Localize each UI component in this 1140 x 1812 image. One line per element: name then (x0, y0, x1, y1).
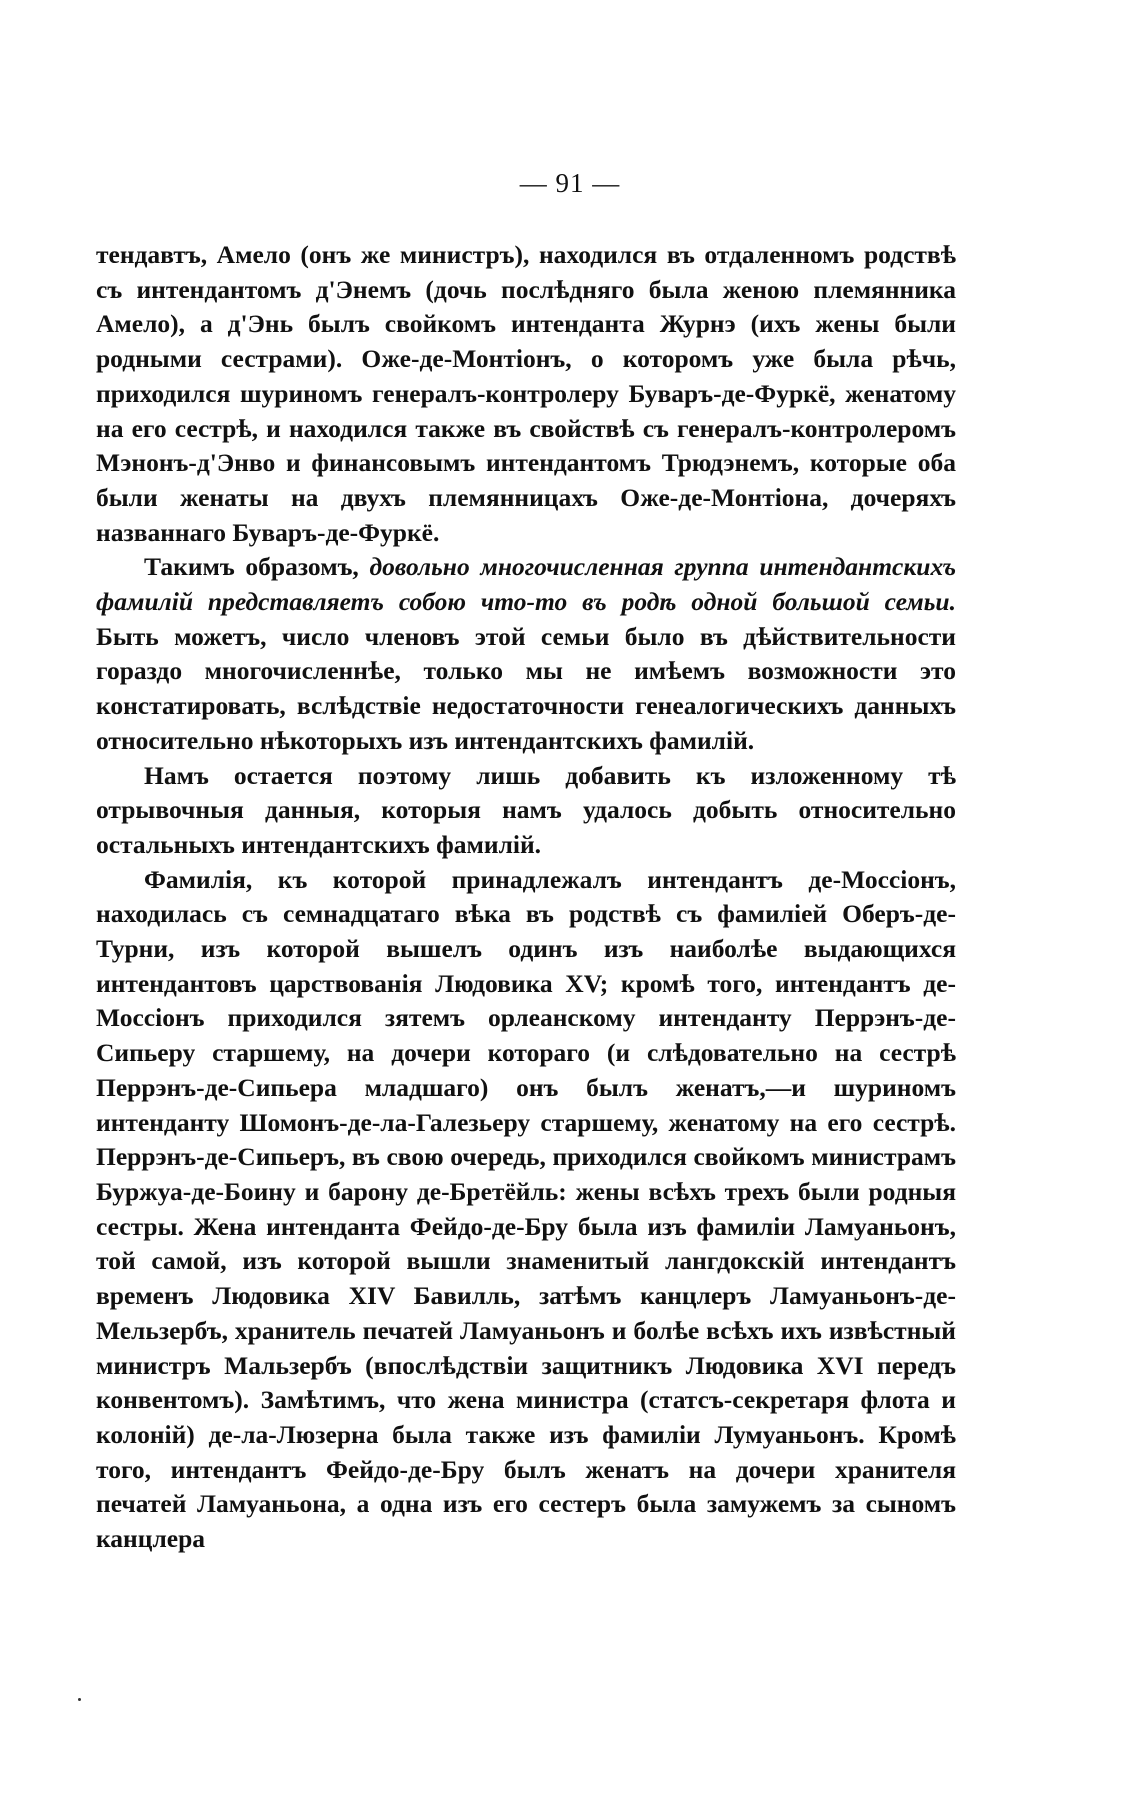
page-body (96, 238, 956, 1557)
paragraph-2-lead: Такимъ образомъ, (144, 552, 370, 582)
paragraph-3: Намъ остается поэтому лишь добавить къ изложенному тѣ отрывочныя данныя, которыя намъ удалось добыть относительно остальныхъ интендантскихъ фамилій. (96, 760, 956, 859)
page-number: — 91 — (519, 168, 621, 198)
paragraph-1: тендавтъ, Амело (онъ же министръ), находился въ отдаленномъ родствѣ съ интендантомъ д'Энемъ (дочь послѣдняго была женою племянника Амело), а д'Энь былъ свойкомъ интенданта Журнэ (ихъ жены были родными сестрами). Оже-де-Монтіонъ, о которомъ уже была рѣчь, приходился шуриномъ генералъ-контролеру Буваръ-де-Фуркё, женатому на его сестрѣ, и находился также въ свойствѣ съ генералъ-контролеромъ Мэнонъ-д'Энво и финансовымъ интендантомъ Трюдэнемъ, которые оба были женаты на двухъ племянницахъ Оже-де-Монтіона, дочеряхъ названнаго Буваръ-де-Фуркё. (96, 240, 956, 547)
paragraph-4: Фамилія, къ которой принадлежалъ интендантъ де-Моссіонъ, находилась съ семнадцатаго вѣка въ родствѣ съ фамиліей Оберъ-де-Турни, изъ которой вышелъ одинъ изъ наиболѣе выдающихся интендантовъ царствованія Людовика XV; кромѣ того, интендантъ де-Моссіонъ приходился зятемъ орлеанскому интенданту Перрэнъ-де-Сипьеру старшему, на дочери котораго (и слѣдовательно на сестрѣ Перрэнъ-де-Сипьера младшаго) онъ былъ женатъ,—и шуриномъ интенданту Шомонъ-де-ла-Галезьеру старшему, женатому на его сестрѣ. Перрэнъ-де-Сипьеръ, въ свою очередь, приходился свойкомъ министрамъ Буржуа-де-Боину и барону де-Бретёйль: жены всѣхъ трехъ были родныя сестры. Жена интенданта Фейдо-де-Бру была изъ фамиліи Ламуаньонъ, той самой, изъ которой вышли знаменитый лангдокскій интендантъ временъ Людовика XIV Бавилль, затѣмъ канцлеръ Ламуаньонъ-де-Мельзербъ, хранитель печатей Ламуаньонъ и болѣе всѣхъ ихъ извѣстный министръ Мальзербъ (впослѣдствіи защитникъ Людовика XVI передъ конвентомъ). Замѣтимъ, что жена министра (статсъ-секретаря флота и колоній) де-ла-Люзерна была также изъ фамиліи Лумуаньонъ. Кромѣ того, интендантъ Фейдо-де-Бру былъ женатъ на дочери хранителя печатей Ламуаньона, а одна изъ его сестеръ была замужемъ за сыномъ канцлера (96, 864, 956, 1554)
paragraph-2-emphasis: довольно многочисленная группа интендантскихъ фамилій представляетъ собою что-то въ родѣ одной большой семьи. (96, 552, 956, 617)
paragraph-2-rest: Быть можетъ, число членовъ этой семьи было въ дѣйствительности гораздо многочисленнѣе, только мы не имѣемъ возможности это констатировать, вслѣдствіе недостаточности генеалогическихъ данныхъ относительно нѣкоторыхъ изъ интендантскихъ фамилій. (96, 621, 956, 755)
paragraph-2 (96, 550, 956, 758)
scan-speck (78, 1698, 81, 1701)
